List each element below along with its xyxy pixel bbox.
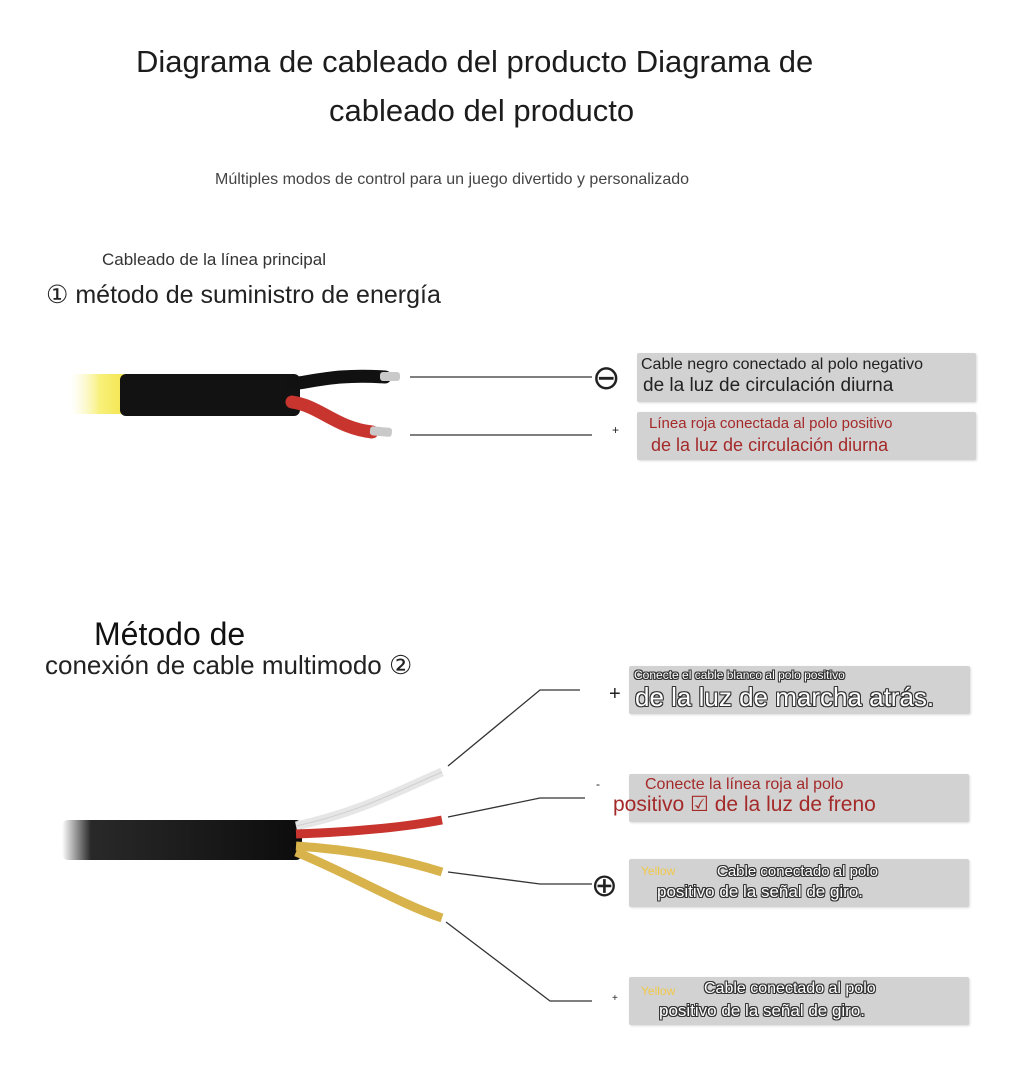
red-wire	[292, 402, 372, 432]
multimode-cable	[62, 772, 442, 918]
plus-circle-icon: ⊕	[591, 867, 618, 903]
yellow-wire-1-word: Yellow	[641, 864, 676, 878]
white-wire-label-line2: de la luz de marcha atrás.	[635, 682, 935, 712]
yellow-wire-1-line2: positivo de la señal de giro.	[657, 882, 864, 901]
red-wire-label-line2: de la luz de circulación diurna	[651, 435, 889, 455]
white-wire-label-line1: Conecte el cable blanco al polo positivo	[634, 668, 845, 682]
yellow-wire-1-leader	[448, 872, 592, 884]
section2-heading-line1: Método de	[94, 616, 246, 652]
yellow-wire-2-word: Yellow	[641, 984, 676, 998]
white-wire-label	[629, 666, 970, 714]
page-subtitle: Múltiples modos de control para un juego divertido y personalizado	[215, 171, 690, 188]
plus-symbol-3: +	[612, 993, 618, 1004]
power-cable	[70, 372, 400, 437]
yellow-wire-2-label	[629, 977, 969, 1025]
plus-symbol: +	[612, 423, 620, 437]
black-wire	[292, 376, 385, 384]
red-wire-tip	[370, 426, 393, 437]
yellow-wire-1-label	[629, 859, 969, 907]
section1-heading: ① método de suministro de energía	[46, 281, 441, 309]
red-wire-label-line1: Línea roja conectada al polo positivo	[649, 415, 893, 432]
yellow-wire-2-line2: positivo de la señal de giro.	[659, 1001, 866, 1020]
red-wire-label-2-line2: positivo ☑ de la luz de freno	[613, 793, 876, 816]
white-wire	[296, 772, 442, 826]
page-title-line2: cableado del producto	[329, 93, 635, 128]
black-wire-label-line2: de la luz de circulación diurna	[643, 375, 894, 396]
red-wire-leader-2	[448, 798, 585, 817]
page-title-line1: Diagrama de cableado del producto Diagrama de	[136, 44, 814, 79]
yellow-wire-2-line1: Cable conectado al polo	[704, 980, 876, 997]
black-wire-tip	[380, 372, 400, 381]
yellow-wire-2-leader	[446, 922, 592, 1001]
section2-heading-line2: conexión de cable multimodo ②	[45, 650, 413, 680]
black-wire-label	[637, 353, 976, 402]
white-wire-leader	[448, 690, 580, 766]
red-wire-label-2-line1: Conecte la línea roja al polo	[645, 776, 844, 793]
red-wire-label-2	[613, 774, 969, 822]
yellow-wire-1-line1: Cable conectado al polo	[717, 863, 878, 880]
minus-circle-icon: ⊖	[592, 359, 621, 397]
red-wire-label	[637, 412, 976, 460]
cable-jacket	[120, 374, 300, 416]
minus-symbol-2: -	[596, 777, 600, 791]
black-wire-label-line1: Cable negro conectado al polo negativo	[641, 356, 923, 373]
cable-jacket-2	[62, 820, 302, 860]
plus-symbol-2: +	[609, 683, 621, 705]
section1-label: Cableado de la línea principal	[102, 250, 326, 269]
